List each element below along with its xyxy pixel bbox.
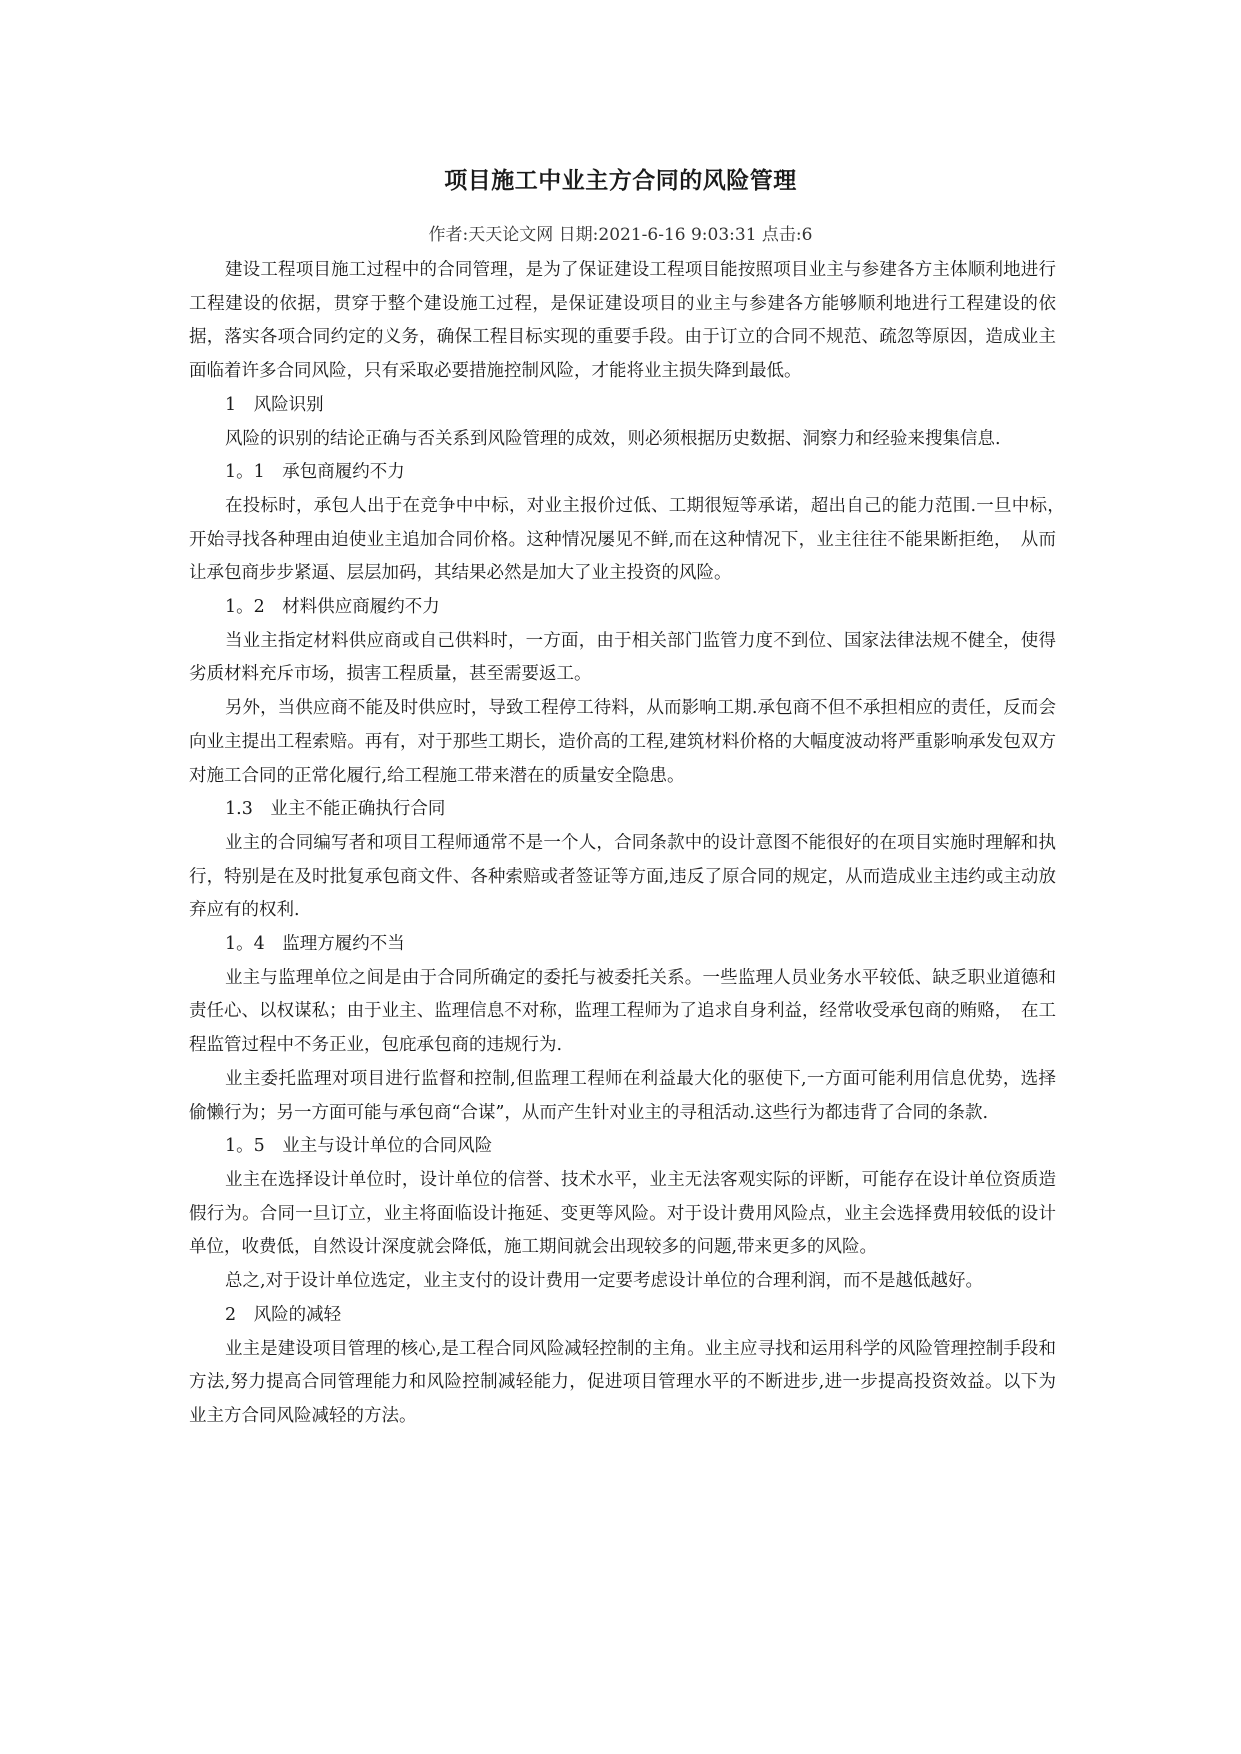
paragraph: 业主是建设项目管理的核心,是工程合同风险减轻控制的主角。业主应寻找和运用科学的风险管理控制手段和方法,努力提高合同管理能力和风险控制减轻能力，促进项目管理水平的不断进步,进一步提高投资效益。以下为业主方合同风险减轻的方法。 — [189, 1338, 1056, 1426]
subsection-heading: 1。2 材料供应商履约不力 — [225, 597, 440, 618]
paragraph: 业主与监理单位之间是由于合同所确定的委托与被委托关系。一些监理人员业务水平较低、缺乏职业道德和责任心、以权谋私；由于业主、监理信息不对称，监理工程师为了追求自身利益，经常收受承包商的贿赂， 在工程监管过程中不务正业，包庇承包商的违规行为. — [189, 967, 1056, 1056]
document-title: 项目施工中业主方合同的风险管理 — [444, 168, 797, 194]
paragraph-intro: 建设工程项目施工过程中的合同管理，是为了保证建设工程项目能按照项目业主与参建各方主体顺利地进行工程建设的依据，贯穿于整个建设施工过程，是保证建设项目的业主与参建各方能够顺利地进行工程建设的依据，落实各项合同约定的义务，确保工程目标实现的重要手段。由于订立的合同不规范、疏忽等原因，造成业主面临着许多合同风险，只有采取必要措施控制风险，才能将业主损失降到最低。 — [189, 260, 1056, 382]
paragraph: 业主在选择设计单位时，设计单位的信誉、技术水平，业主无法客观实际的评断，可能存在设计单位资质造假行为。合同一旦订立，业主将面临设计拖延、变更等风险。对于设计费用风险点，业主会选择费用较低的设计单位，收费低，自然设计深度就会降低，施工期间就会出现较多的问题,带来更多的风险。 — [189, 1169, 1056, 1258]
section-heading: 1 风险识别 — [225, 394, 324, 415]
paragraph: 当业主指定材料供应商或自己供料时，一方面，由于相关部门监管力度不到位、国家法律法规不健全，使得劣质材料充斥市场，损害工程质量，甚至需要返工。 — [189, 630, 1056, 685]
paragraph: 总之,对于设计单位选定，业主支付的设计费用一定要考虑设计单位的合理利润，而不是越低越好。 — [225, 1271, 984, 1292]
paragraph: 风险的识别的结论正确与否关系到风险管理的成效，则必须根据历史数据、洞察力和经验来搜集信息. — [225, 428, 1001, 449]
subsection-heading: 1.3 业主不能正确执行合同 — [225, 799, 446, 820]
paragraph: 在投标时，承包人出于在竞争中中标，对业主报价过低、工期很短等承诺，超出自己的能力范围.一旦中标， 开始寻找各种理由迫使业主追加合同价格。这种情况屡见不鲜,而在这种情况下，业主往往不能果断拒绝， 从而让承包商步步紧逼、层层加码，其结果必然是加大了业主投资的风险。 — [189, 495, 1074, 584]
article-meta: 作者:天天论文网 日期:2021-6-16 9:03:31 点击:6 — [428, 225, 813, 245]
subsection-heading: 1。1 承包商履约不力 — [225, 462, 405, 483]
article-body — [189, 254, 1074, 1434]
paragraph: 业主的合同编写者和项目工程师通常不是一个人，合同条款中的设计意图不能很好的在项目实施时理解和执行，特别是在及时批复承包商文件、各种索赔或者签证等方面,违反了原合同的规定，从而造成业主违约或主动放弃应有的权利. — [189, 832, 1056, 921]
paragraph: 业主委托监理对项目进行监督和控制,但监理工程师在利益最大化的驱使下,一方面可能利用信息优势，选择偷懒行为；另一方面可能与承包商“合谋”，从而产生针对业主的寻租活动.这些行为都违背了合同的条款. — [189, 1068, 1056, 1123]
paragraph: 另外，当供应商不能及时供应时，导致工程停工待料，从而影响工期.承包商不但不承担相应的责任，反而会向业主提出工程索赔。再有，对于那些工期长，造价高的工程,建筑材料价格的大幅度波动将严重影响承发包双方对施工合同的正常化履行,给工程施工带来潜在的质量安全隐患。 — [189, 698, 1056, 786]
subsection-heading: 1。4 监理方履约不当 — [225, 934, 405, 955]
section-heading: 2 风险的减轻 — [225, 1304, 342, 1325]
subsection-heading: 1。5 业主与设计单位的合同风险 — [225, 1136, 493, 1157]
